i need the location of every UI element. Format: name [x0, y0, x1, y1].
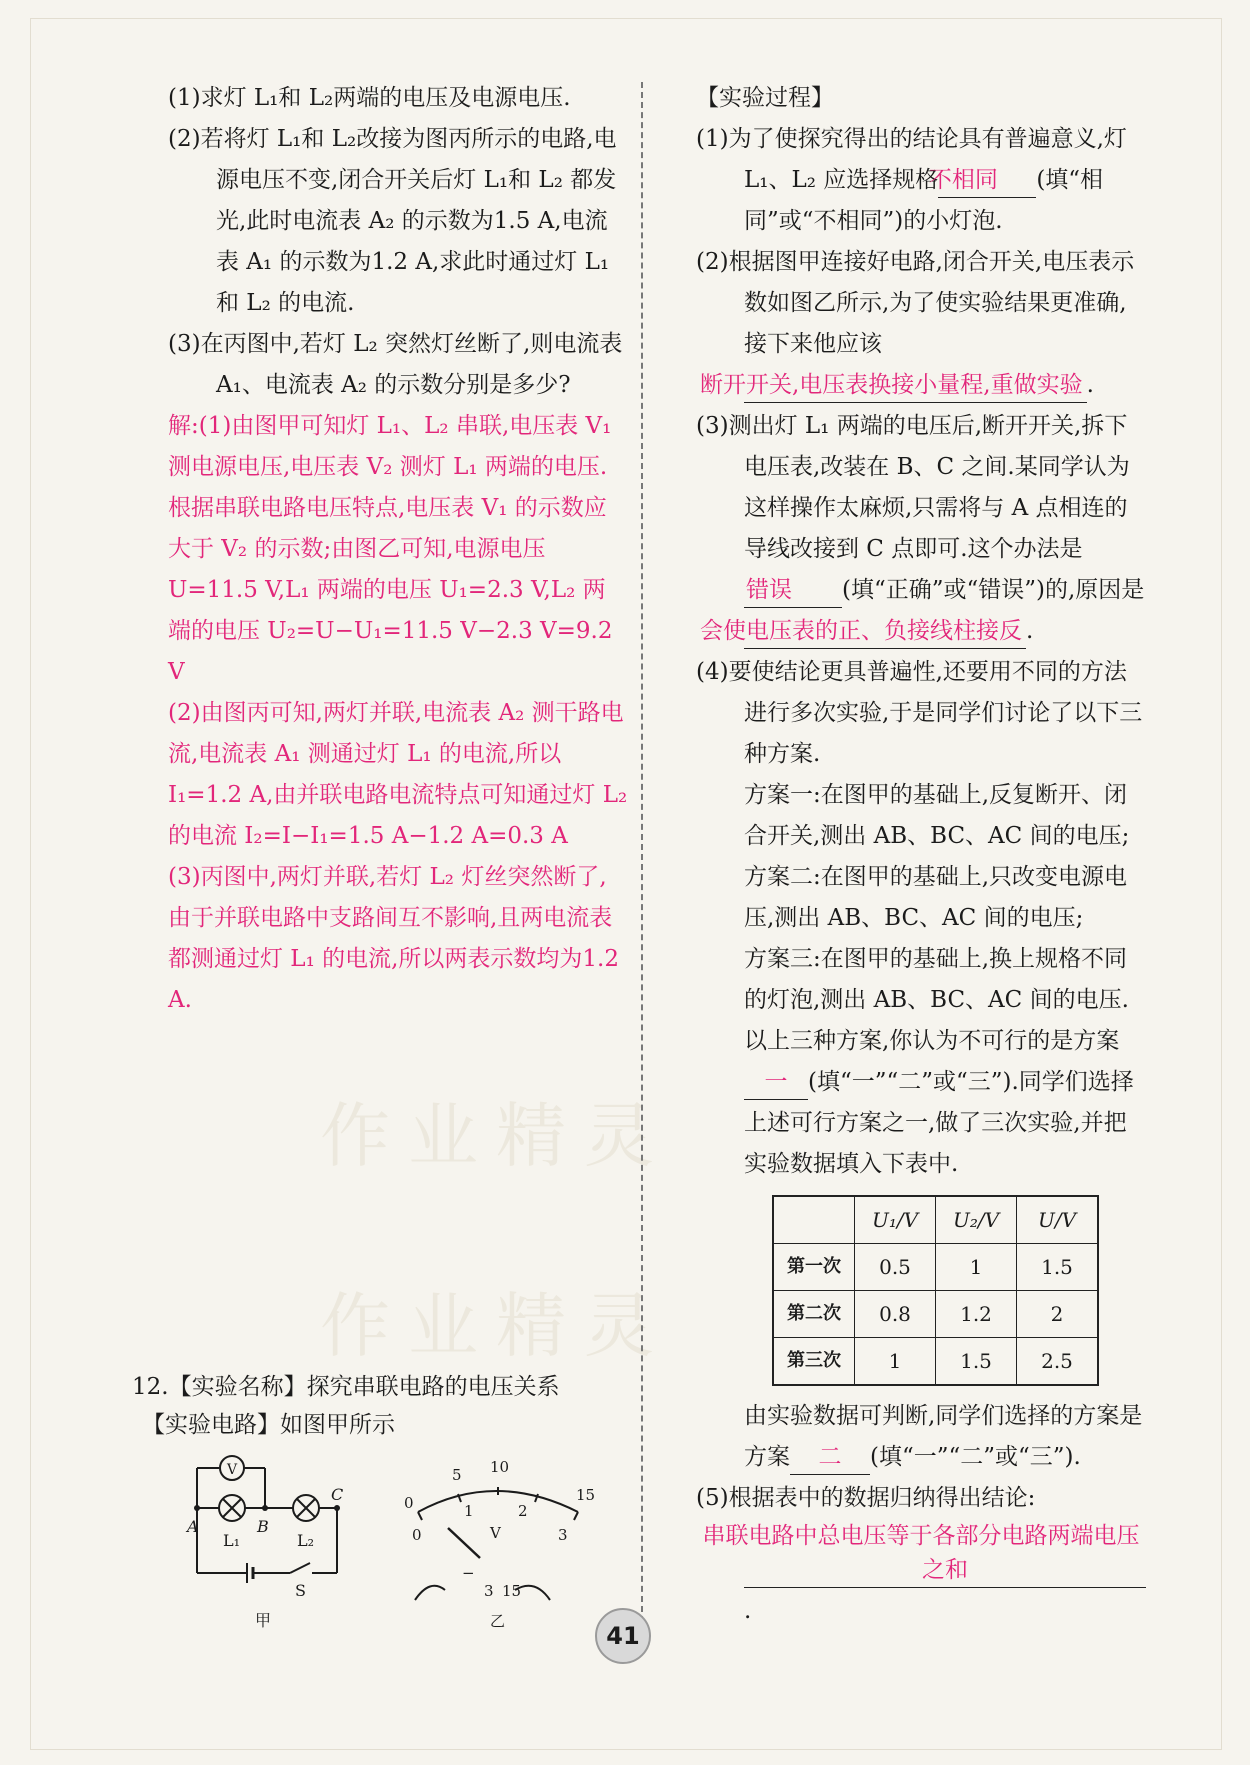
- label-b: B: [257, 1517, 269, 1536]
- dial-bottom-0: 0: [412, 1526, 422, 1544]
- table-header: U₁/V: [855, 1196, 936, 1244]
- table-cell: 1.2: [936, 1291, 1017, 1338]
- dial-bottom-3: 3: [558, 1526, 568, 1544]
- process-step-2: (2)根据图甲连接好电路,闭合开关,电压表示数如图乙所示,为了使实验结果更准确,接下来他应该断开开关,电压表换接小量程,重做实验 .: [696, 242, 1146, 406]
- dial-unit: V: [490, 1524, 501, 1542]
- question-2: (2)若将灯 L₁和 L₂改接为图丙所示的电路,电源电压不变,闭合开关后灯 L₁和 L₂ 都发光,此时电流表 A₂ 的示数为1.5 A,电流表 A₁ 的示数为1.2 A,求此时通过灯 L₁ 和 L₂ 的电流.: [168, 126, 617, 316]
- page-number: 41: [595, 1608, 651, 1664]
- data-table: [772, 1195, 1099, 1386]
- question-3: (3)在丙图中,若灯 L₂ 突然灯丝断了,则电流表 A₁、电流表 A₂ 的示数分别是多少?: [168, 331, 623, 398]
- question-12: [132, 1368, 560, 1444]
- process-heading: 【实验过程】: [696, 85, 834, 111]
- answer-blank: 一: [744, 1065, 808, 1100]
- table-row: [773, 1244, 1098, 1291]
- table-header: U₂/V: [936, 1196, 1017, 1244]
- table-header-row: [773, 1196, 1098, 1244]
- dial-top-5: 5: [452, 1466, 462, 1484]
- dial-top-10: 10: [490, 1458, 510, 1476]
- label-s: S: [295, 1581, 306, 1600]
- table-header: U/V: [1017, 1196, 1099, 1244]
- terminal-neg: −: [462, 1564, 475, 1582]
- left-column: [168, 78, 628, 1021]
- label-v: V: [227, 1462, 238, 1478]
- caption-yi: 乙: [490, 1612, 506, 1630]
- label-l1: L₁: [223, 1531, 241, 1550]
- answer-blank: 断开开关,电压表换接小量程,重做实验: [744, 368, 1087, 403]
- plan-3: 方案三:在图甲的基础上,换上规格不同的灯泡,测出 AB、BC、AC 间的电压.: [744, 946, 1129, 1013]
- label-c: C: [331, 1485, 344, 1504]
- terminal-15: 15: [502, 1582, 522, 1600]
- process-step-3: (3)测出灯 L₁ 两端的电压后,断开开关,拆下电压表,改装在 B、C 之间.某同学认为这样操作太麻烦,只需将与 A 点相连的导线改接到 C 点即可.这个办法是错误 (填“正确”或“错误”)的,原因是会使电压表的正、负接线柱接反 .: [696, 406, 1146, 652]
- watermark: 作业精灵: [320, 1285, 672, 1367]
- table-row: [773, 1338, 1098, 1386]
- answer-blank: 会使电压表的正、负接线柱接反: [744, 614, 1026, 649]
- table-cell: 1: [936, 1244, 1017, 1291]
- table-cell: 第二次: [773, 1291, 855, 1338]
- answer-blank: 不相同: [938, 163, 1036, 198]
- label-a: A: [187, 1517, 199, 1536]
- dial-bottom-2: 2: [518, 1502, 528, 1520]
- table-cell: 第三次: [773, 1338, 855, 1386]
- table-cell: 第一次: [773, 1244, 855, 1291]
- table-cell: 2: [1017, 1291, 1099, 1338]
- process-step-4: (4)要使结论更具普遍性,还要用不同的方法进行多次实验,于是同学们讨论了以下三种方案.: [696, 659, 1143, 767]
- table-row: [773, 1291, 1098, 1338]
- switch-icon: [290, 1563, 310, 1573]
- table-cell: 1.5: [936, 1338, 1017, 1386]
- caption-jia: 甲: [255, 1611, 272, 1630]
- terminal-3: 3: [484, 1582, 494, 1600]
- table-cell: 1: [855, 1338, 936, 1386]
- plan-question: 以上三种方案,你认为不可行的是方案一 (填“一”“二”或“三”).同学们选择上述可行方案之一,做了三次实验,并把实验数据填入下表中.: [744, 1028, 1134, 1177]
- column-divider: [641, 82, 643, 1622]
- solution-2: (2)由图丙可知,两灯并联,电流表 A₂ 测干路电流,电流表 A₁ 测通过灯 L₁ 的电流,所以 I₁=1.2 A,由并联电路电流特点可知通过灯 L₂ 的电流 I₂=I−I₁=1.5 A−1.2 A=0.3 A: [168, 700, 628, 849]
- answer-blank: 错误: [744, 573, 842, 608]
- experiment-circuit: 【实验电路】如图甲所示: [142, 1412, 395, 1438]
- solution-3: (3)丙图中,两灯并联,若灯 L₂ 灯丝突然断了,由于并联电路中支路间互不影响,且两电流表都测通过灯 L₁ 的电流,所以两表示数均为1.2 A.: [168, 864, 620, 1013]
- right-column: [696, 78, 1146, 1632]
- table-cell: 1.5: [1017, 1244, 1099, 1291]
- voltmeter-dial-yi: [400, 1450, 610, 1630]
- question-1: (1)求灯 L₁和 L₂两端的电压及电源电压.: [168, 85, 571, 111]
- label-l2: L₂: [297, 1531, 315, 1550]
- table-cell: 0.8: [855, 1291, 936, 1338]
- table-cell: 2.5: [1017, 1338, 1099, 1386]
- dial-bottom-1: 1: [464, 1502, 474, 1520]
- table-header: [773, 1196, 855, 1244]
- plan-1: 方案一:在图甲的基础上,反复断开、闭合开关,测出 AB、BC、AC 间的电压;: [744, 782, 1130, 849]
- answer-blank: 串联电路中总电压等于各部分电路两端电压之和: [744, 1519, 1146, 1588]
- circuit-diagram-jia: [185, 1448, 385, 1633]
- plan-choice: 由实验数据可判断,同学们选择的方案是方案 二 (填“一”“二”或“三”).: [696, 1396, 1146, 1478]
- needle-icon: [448, 1528, 480, 1558]
- process-step-1: (1)为了使探究得出的结论具有普遍意义,灯 L₁、L₂ 应选择规格不相同 (填“相同”或“不相同”)的小灯泡.: [696, 126, 1127, 234]
- dial-top-15: 15: [576, 1486, 596, 1504]
- table-cell: 0.5: [855, 1244, 936, 1291]
- dial-top-0: 0: [404, 1494, 414, 1512]
- watermark: 作业精灵: [320, 1095, 672, 1177]
- answer-blank: 二: [790, 1440, 870, 1475]
- process-step-5: (5)根据表中的数据归纳得出结论:串联电路中总电压等于各部分电路两端电压之和.: [696, 1478, 1146, 1632]
- solution-1: 解:(1)由图甲可知灯 L₁、L₂ 串联,电压表 V₁ 测电源电压,电压表 V₂ 测灯 L₁ 两端的电压.根据串联电路电压特点,电压表 V₁ 的示数应大于 V₂ 的示数;由图乙可知,电源电压 U=11.5 V,L₁ 两端的电压 U₁=2.3 V,L₂ 两端的电压 U₂=U−U₁=11.5 V−2.3 V=9.2 V: [168, 413, 613, 685]
- plan-2: 方案二:在图甲的基础上,只改变电源电压,测出 AB、BC、AC 间的电压;: [744, 864, 1128, 931]
- experiment-name: 12.【实验名称】探究串联电路的电压关系: [132, 1374, 560, 1400]
